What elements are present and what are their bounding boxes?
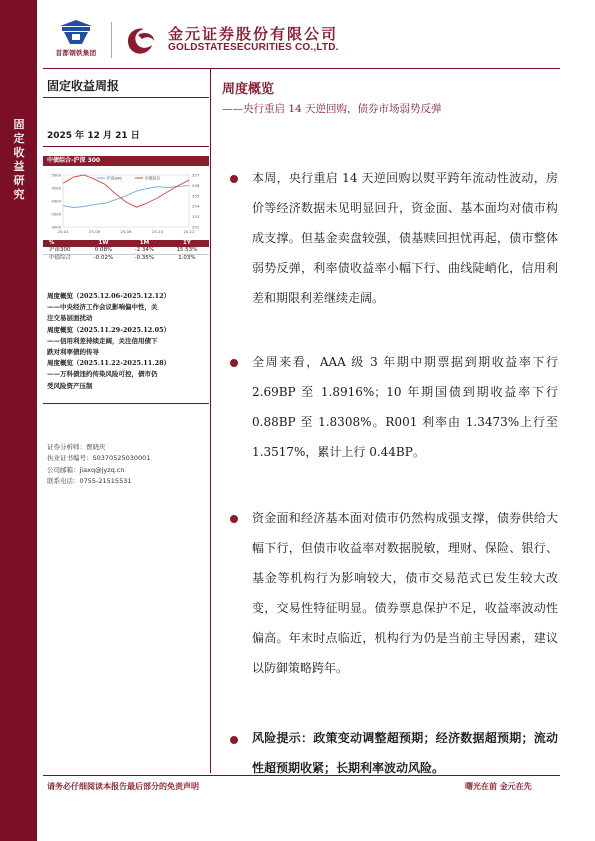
related-report-line: 注交易层面扰动: [47, 314, 93, 323]
company-name-cn: 金元证券股份有限公司: [168, 25, 339, 43]
legend-label-csi300: 沪深300: [107, 175, 122, 181]
table-row: [43, 247, 209, 255]
table-header-cell: 1W: [83, 240, 124, 247]
related-report-line: 跌对利率债的传导: [47, 348, 99, 357]
y-tick-label-left: 3500: [51, 211, 61, 217]
table-cell: 0.08%: [83, 247, 124, 255]
body-paragraph: 全周来看，AAA 级 3 年期中期票据到期收益率下行 2.69BP 至 1.8916%；10 年期国债到期收益率下行 0.88BP 至 1.8308%。R001 利率由 1.3473%上行至 1.3517%，累计上行 0.44BP。: [252, 355, 558, 459]
goldstate-logo-icon: [124, 25, 158, 55]
analyst-name: 证券分析师：贾晓庆: [47, 443, 106, 451]
legend-label-bond: 中债综合: [145, 175, 161, 181]
related-report-line[interactable]: 周度概览（2025.11.22-2025.11.28）: [47, 359, 171, 368]
company-slogan: 曙光在前 金元在先: [465, 781, 532, 791]
analyst-email[interactable]: 公司邮箱：jiaxq@jyzq.cn: [47, 465, 125, 474]
table-header-cell: 1Y: [165, 240, 209, 247]
y-tick-label-left: 5000: [51, 172, 61, 178]
table-header-row: [43, 240, 209, 247]
table-header-cell: 1M: [124, 240, 165, 247]
performance-table: [43, 240, 209, 262]
y-tick-label-right: 257: [192, 172, 200, 178]
table-cell: 沪深300: [43, 247, 83, 255]
report-date: 2025 年 12 月 21 日: [47, 131, 140, 141]
related-report-line: ——中央经济工作会议影响偏中性，关: [47, 303, 158, 312]
y-tick-label-left: 4500: [51, 185, 61, 191]
y-tick-label-right: 252: [192, 224, 200, 230]
related-report-line[interactable]: 周度概览（2025.12.06-2025.12.12）: [47, 292, 171, 300]
group-logo-text: 首都钢铁集团: [55, 49, 97, 57]
y-tick-label-left: 3000: [51, 224, 61, 230]
series-line-csi300: [63, 185, 189, 207]
y-tick-label-right: 256: [192, 182, 200, 188]
related-report-line: 受风险资产压制: [47, 381, 93, 390]
series-line-bond: [63, 175, 189, 207]
y-tick-label-right: 255: [192, 193, 200, 199]
bullet-icon: [230, 736, 238, 744]
y-tick-label-right: 254: [192, 203, 200, 209]
body-paragraph: 资金面和经济基本面对债市仍然构成强支撑，债券供给大幅下行，但债市收益率对数据脱敏，理财、保险、银行、基金等机构行为影响较大，债市交易范式已发生较大改变，交易性特征明显。债券票息保护不足，收益率波动性偏高。年末时点临近，机构行为仍是当前主导因素，建议以防御策略跨年。: [252, 511, 558, 675]
logo-divider: [111, 22, 112, 58]
x-tick-label: 25-10: [151, 229, 164, 234]
table-cell: 15.53%: [165, 247, 209, 255]
table-cell: 中债综合: [49, 255, 72, 261]
report-type: 固定收益周报: [47, 79, 120, 93]
related-report-line[interactable]: 周度概览（2025.11.29-2025.12.05）: [47, 325, 171, 334]
table-cell: -2.34%: [124, 247, 165, 255]
divider: [43, 97, 209, 98]
divider: [43, 146, 209, 147]
company-name-en: GOLDSTATESECURITIES CO.,LTD.: [168, 42, 339, 53]
related-reports: [47, 291, 209, 392]
related-report-line: ——信用利差持续走阔，关注信用债下: [47, 336, 158, 345]
table-row: [43, 255, 209, 263]
y-tick-label-left: 4000: [51, 198, 61, 204]
disclaimer-note: 请务必仔细阅读本报告最后部分的免责声明: [47, 781, 199, 791]
bullet-icon: [230, 175, 238, 183]
table-cell: -0.02%: [93, 255, 114, 261]
header-rule: [43, 68, 560, 69]
y-tick-label-right: 253: [192, 214, 200, 220]
page-title: 周度概览: [222, 82, 275, 97]
analyst-phone: 联系电话：0755-21515531: [47, 476, 132, 485]
x-tick-label: 25-12: [183, 229, 195, 234]
bullet-icon: [230, 515, 238, 523]
analyst-license: 执业证书编号：S0370525030001: [47, 454, 151, 463]
chart-title: 中债综合-沪深 300: [47, 157, 101, 164]
x-tick-label: 25-04: [57, 229, 69, 234]
plot-frame: [63, 175, 189, 227]
x-tick-label: 25-06: [88, 229, 101, 234]
column-divider: [210, 68, 211, 773]
table-header-cell: %: [43, 240, 83, 247]
bond-csi300-chart: [43, 167, 209, 239]
footer-rule: [43, 775, 560, 776]
divider: [43, 403, 209, 404]
bullet-icon: [230, 359, 238, 367]
sidebar-label: 固定收益研究: [13, 118, 25, 201]
table-cell: 1.03%: [178, 255, 196, 261]
table-cell: -0.35%: [134, 255, 155, 261]
page-subtitle: ——央行重启 14 天逆回购，债券市场弱势反弹: [222, 103, 442, 115]
analyst-info: [47, 442, 209, 487]
body-paragraph: 本周，央行重启 14 天逆回购以熨平跨年流动性波动，房价等经济数据未见明显回升，资金面、基本面均对债市构成支撑。但基金卖盘较强，债基赎回担忧再起，债市整体弱势反弹，利率债收益率小幅下行、曲线陡峭化，信用利差和期限利差继续走阔。: [252, 171, 558, 305]
related-report-line: ——万科债违约传染风险可控，债市仍: [47, 370, 158, 379]
risk-warning: 风险提示：政策变动调整超预期；经济数据超预期；流动性超预期收紧；长期利率波动风险。: [252, 731, 558, 775]
x-tick-label: 25-08: [120, 229, 132, 234]
